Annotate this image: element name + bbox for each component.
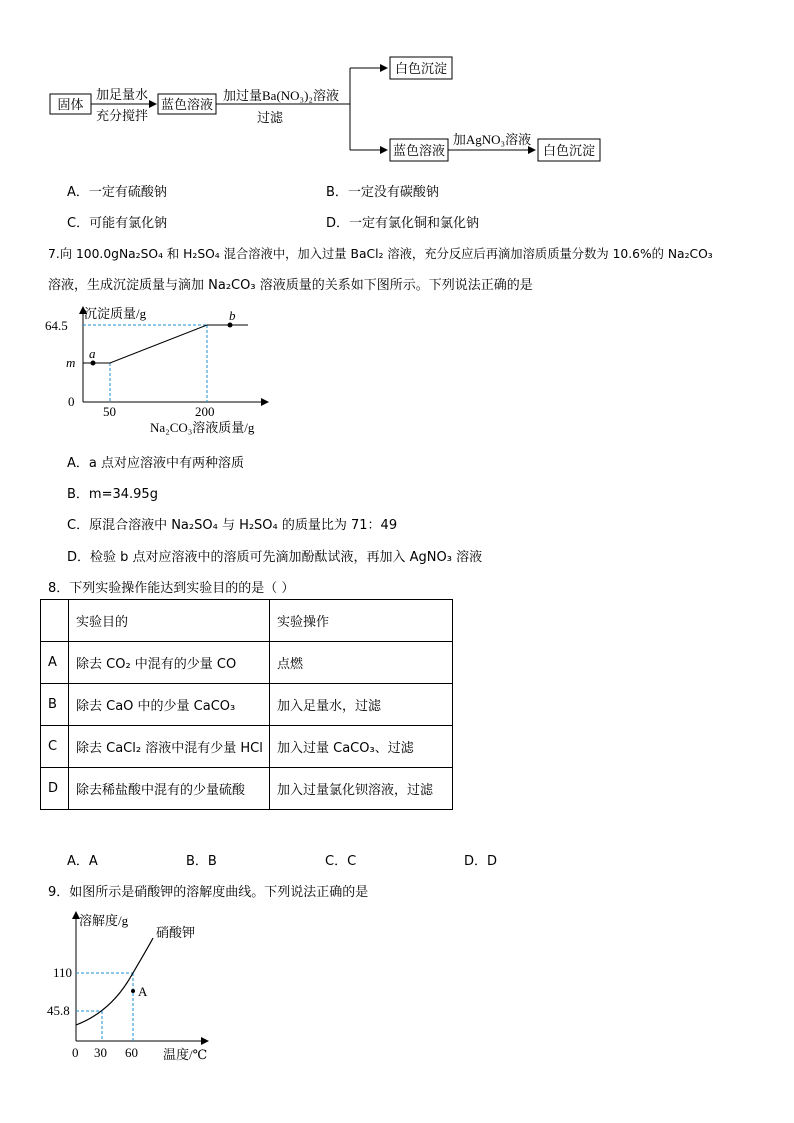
table-header-row bbox=[41, 600, 453, 642]
y-tick-45-8: 45.8 bbox=[47, 1003, 70, 1018]
table-cell: 加入过量氯化钡溶液，过滤 bbox=[270, 768, 453, 810]
table-row bbox=[41, 684, 453, 726]
blue-solution-label-1: 蓝色溶液 bbox=[160, 97, 214, 112]
x-axis-label: Na₂CO₃溶液质量/g bbox=[150, 420, 255, 435]
table-cell: 加入足量水，过滤 bbox=[270, 684, 453, 726]
x-tick-60: 60 bbox=[125, 1045, 138, 1060]
point-A bbox=[131, 989, 135, 993]
q7-option-c: C．原混合溶液中 Na₂SO₄ 与 H₂SO₄ 的质量比为 71：49 bbox=[67, 518, 398, 533]
arrow1-top-label: 加足量水 bbox=[95, 87, 149, 102]
q6-option-c: C．可能有氯化钠 bbox=[67, 216, 168, 231]
q6-option-d: D．一定有氯化铜和氯化钠 bbox=[326, 216, 480, 231]
solubility-curve bbox=[76, 938, 153, 1025]
x-axis-label: 温度/℃ bbox=[163, 1047, 208, 1062]
q7-stem-line2: 溶液，生成沉淀质量与滴加 Na₂CO₃ 溶液质量的关系如下图所示。下列说法正确的是 bbox=[48, 278, 533, 293]
x-tick-30: 30 bbox=[94, 1045, 107, 1060]
q7-option-a: A．a 点对应溶液中有两种溶质 bbox=[67, 456, 244, 471]
table-cell: C bbox=[41, 726, 69, 768]
table-cell: 除去 CaCl₂ 溶液中混有少量 HCl bbox=[69, 726, 270, 768]
q9-stem: 9．如图所示是硝酸钾的溶解度曲线。下列说法正确的是 bbox=[48, 885, 369, 900]
blue-solution-label-2: 蓝色溶液 bbox=[392, 143, 446, 158]
table-cell: 除去 CO₂ 中混有的少量 CO bbox=[69, 642, 270, 684]
q7-stem-line1: 7.向 100.0gNa₂SO₄ 和 H₂SO₄ 混合溶液中，加入过量 BaCl₂ 溶液，充分反应后再滴加溶质质量分数为 10.6%的 Na₂CO₃ bbox=[48, 247, 713, 261]
white-precip-label-1: 白色沉淀 bbox=[394, 61, 448, 76]
solubility-chart bbox=[40, 905, 240, 1065]
q8-option-c: C．C bbox=[325, 854, 357, 869]
arrow2-top-label: 加过量Ba(NO₃)₂溶液 bbox=[223, 88, 339, 103]
precipitate-chart bbox=[40, 300, 280, 440]
point-b bbox=[228, 323, 233, 328]
white-precip-label-2: 白色沉淀 bbox=[542, 143, 596, 158]
q7-option-d: D．检验 b 点对应溶液中的溶质可先滴加酚酞试液，再加入 AgNO₃ 溶液 bbox=[67, 550, 483, 565]
q8-option-a: A．A bbox=[67, 854, 98, 869]
q8-option-b: B．B bbox=[186, 854, 217, 869]
x-tick-50: 50 bbox=[103, 404, 116, 419]
table-cell: 加入过量 CaCO₃、过滤 bbox=[270, 726, 453, 768]
arrow3-top-label: 加AgNO₃溶液 bbox=[452, 132, 532, 147]
table-cell: 点燃 bbox=[270, 642, 453, 684]
table-cell: A bbox=[41, 642, 69, 684]
solid-label: 固体 bbox=[57, 97, 84, 112]
y-axis-label: 溶解度/g bbox=[79, 913, 129, 928]
y-tick-110: 110 bbox=[53, 965, 73, 980]
q8-stem: 8．下列实验操作能达到实验目的的是（ ） bbox=[48, 581, 295, 596]
table-cell: 除去稀盐酸中混有的少量硫酸 bbox=[69, 768, 270, 810]
arrow2-bottom-label: 过滤 bbox=[256, 110, 284, 125]
flow-diagram bbox=[0, 50, 640, 170]
x-tick-200: 200 bbox=[195, 404, 215, 419]
q7-option-b: B．m=34.95g bbox=[67, 487, 158, 502]
point-b-label: b bbox=[229, 308, 236, 323]
table-row bbox=[41, 726, 453, 768]
curve-label: 硝酸钾 bbox=[156, 925, 196, 940]
table-cell: D bbox=[41, 768, 69, 810]
point-a bbox=[91, 361, 96, 366]
q6-option-b: B．一定没有碳酸钠 bbox=[326, 185, 439, 200]
q6-option-a: A．一定有硫酸钠 bbox=[67, 185, 167, 200]
y-tick-m: m bbox=[66, 355, 76, 370]
table-cell: 除去 CaO 中的少量 CaCO₃ bbox=[69, 684, 270, 726]
table-row bbox=[41, 642, 453, 684]
arrow1-bottom-label: 充分搅拌 bbox=[95, 108, 149, 123]
y-tick-0: 0 bbox=[68, 394, 75, 409]
table-header-cell: 实验目的 bbox=[69, 600, 270, 642]
experiment-table bbox=[40, 599, 453, 810]
point-a-label: a bbox=[89, 346, 96, 361]
y-axis-label: 沉淀质量/g bbox=[84, 306, 147, 321]
table-header-cell: 实验操作 bbox=[270, 600, 453, 642]
table-row bbox=[41, 768, 453, 810]
point-A-label: A bbox=[138, 984, 148, 999]
y-tick-64-5: 64.5 bbox=[45, 318, 68, 333]
table-cell: B bbox=[41, 684, 69, 726]
table-header-cell bbox=[41, 600, 69, 642]
precipitate-line bbox=[83, 325, 248, 363]
q8-option-d: D．D bbox=[464, 854, 498, 869]
x-tick-0: 0 bbox=[72, 1045, 79, 1060]
